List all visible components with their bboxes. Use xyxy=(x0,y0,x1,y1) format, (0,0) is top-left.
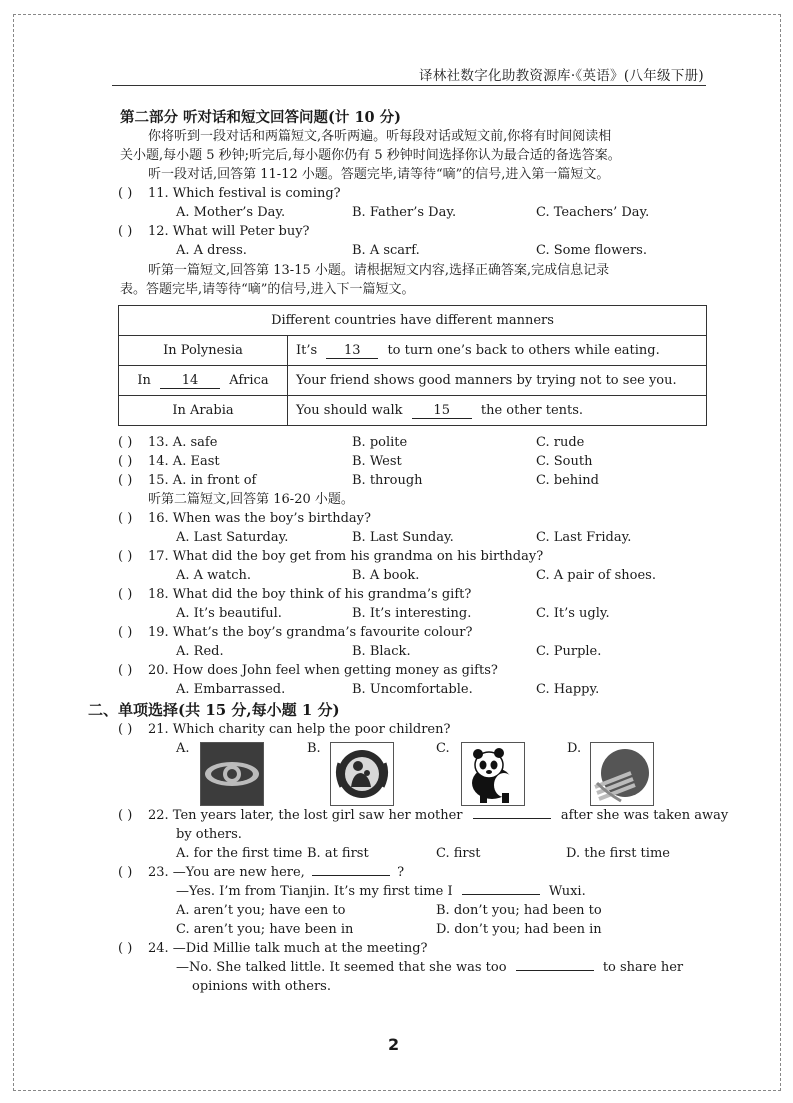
blank-13: 13 xyxy=(326,343,378,359)
q11-option-a: A. Mother’s Day. xyxy=(176,205,286,220)
table-title: Different countries have different manners xyxy=(119,306,707,336)
table-cell-manner: Your friend shows good manners by trying not to see you. xyxy=(288,366,707,396)
answer-paren: ( ) xyxy=(118,473,133,488)
q23-option-b: B. don’t you; had been to xyxy=(436,903,602,918)
table-cell-country: In Arabia xyxy=(119,396,288,426)
q21-option-d: D. xyxy=(567,741,582,756)
table-text: to turn one’s back to others while eating. xyxy=(387,342,660,358)
table-text: It’s xyxy=(296,342,318,358)
answer-paren: ( ) xyxy=(118,625,133,640)
q21-option-b: B. xyxy=(307,741,321,756)
q23-blank-2 xyxy=(462,894,540,895)
q12-option-c: C. Some flowers. xyxy=(536,243,647,258)
q23-stem-text: 23. —You are new here, xyxy=(148,865,305,880)
q23-line2-post: Wuxi. xyxy=(548,884,586,899)
q18-option-c: C. It’s ugly. xyxy=(536,606,610,621)
q13-stem: 13. A. safe xyxy=(148,435,218,450)
answer-paren: ( ) xyxy=(118,549,133,564)
answer-paren: ( ) xyxy=(118,663,133,678)
q24-line2 xyxy=(176,959,683,977)
passage1-instruction-line2: 表。答题完毕,请等待“嘀”的信号,进入下一篇短文。 xyxy=(120,282,415,297)
q15-option-b: B. through xyxy=(352,473,423,488)
section2-title: 二、单项选择(共 15 分,每小题 1 分) xyxy=(88,701,340,719)
q11-option-b: B. Father’s Day. xyxy=(352,205,457,220)
table-text: the other tents. xyxy=(480,402,584,418)
q22-option-b: B. at first xyxy=(307,846,369,861)
q12-option-b: B. A scarf. xyxy=(352,243,420,258)
q12-option-a: A. A dress. xyxy=(176,243,247,258)
q18-option-a: A. It’s beautiful. xyxy=(176,606,282,621)
header-rule xyxy=(112,85,706,86)
q24-stem: 24. —Did Millie talk much at the meeting? xyxy=(148,941,428,956)
charity-logo-eye-icon xyxy=(200,742,264,806)
table-text: Africa xyxy=(229,372,269,388)
q20-option-b: B. Uncomfortable. xyxy=(352,682,473,697)
q23-option-c: C. aren’t you; have been in xyxy=(176,922,354,937)
table-row xyxy=(119,336,707,366)
part2-intro-line1: 你将听到一段对话和两篇短文,各听两遍。听每段对话或短文前,你将有时间阅读相 xyxy=(148,129,612,144)
passage1-instruction-line1: 听第一篇短文,回答第 13-15 小题。请根据短文内容,选择正确答案,完成信息记录 xyxy=(148,263,610,278)
answer-paren: ( ) xyxy=(118,941,133,956)
q14-option-c: C. South xyxy=(536,454,593,469)
answer-paren: ( ) xyxy=(118,435,133,450)
q22-stem-pre: 22. Ten years later, the lost girl saw her mother xyxy=(148,808,463,823)
part2-intro-line2: 关小题,每小题 5 秒钟;听完后,每小题你仍有 5 秒钟时间选择你认为最合适的备选答案。 xyxy=(120,148,621,163)
passage2-instruction: 听第二篇短文,回答第 16-20 小题。 xyxy=(148,492,354,507)
table-cell-country xyxy=(119,366,288,396)
manners-table xyxy=(118,305,707,426)
q22-blank xyxy=(473,818,551,819)
table-text: You should walk xyxy=(296,402,403,418)
charity-logo-unicef-icon xyxy=(330,742,394,806)
part2-title: 第二部分 听对话和短文回答问题(计 10 分) xyxy=(120,109,402,126)
q24-line3: opinions with others. xyxy=(192,979,331,994)
q23-option-a: A. aren’t you; have een to xyxy=(176,903,346,918)
answer-paren: ( ) xyxy=(118,587,133,602)
table-text: In xyxy=(137,372,151,388)
q19-option-b: B. Black. xyxy=(352,644,411,659)
q22-stem-line2: by others. xyxy=(176,827,242,842)
charity-logo-hand-icon xyxy=(590,742,654,806)
table-row xyxy=(119,366,707,396)
q16-option-a: A. Last Saturday. xyxy=(176,530,289,545)
blank-15: 15 xyxy=(412,403,472,419)
table-cell-manner xyxy=(288,396,707,426)
q23-line2 xyxy=(176,883,586,901)
q15-option-c: C. behind xyxy=(536,473,599,488)
table-cell-country: In Polynesia xyxy=(119,336,288,366)
answer-paren: ( ) xyxy=(118,454,133,469)
q23-stem xyxy=(148,864,404,882)
q15-stem: 15. A. in front of xyxy=(148,473,257,488)
q12-stem: 12. What will Peter buy? xyxy=(148,224,310,239)
q21-option-a: A. xyxy=(176,741,190,756)
q20-stem: 20. How does John feel when getting money as gifts? xyxy=(148,663,498,678)
table-title-row xyxy=(119,306,707,336)
q13-option-b: B. polite xyxy=(352,435,408,450)
q13-option-c: C. rude xyxy=(536,435,585,450)
answer-paren: ( ) xyxy=(118,808,133,823)
q22-option-d: D. the first time xyxy=(566,846,670,861)
q24-blank xyxy=(516,970,594,971)
q14-stem: 14. A. East xyxy=(148,454,220,469)
q18-stem: 18. What did the boy think of his grandma’s gift? xyxy=(148,587,472,602)
q19-option-c: C. Purple. xyxy=(536,644,602,659)
q23-blank-1 xyxy=(312,875,390,876)
blank-14: 14 xyxy=(160,373,220,389)
q23-question-mark: ? xyxy=(397,865,405,880)
q14-option-b: B. West xyxy=(352,454,402,469)
q17-option-a: A. A watch. xyxy=(176,568,252,583)
q21-stem: 21. Which charity can help the poor children? xyxy=(148,722,451,737)
q16-option-c: C. Last Friday. xyxy=(536,530,632,545)
q22-stem xyxy=(148,807,728,825)
page-number: 2 xyxy=(388,1035,400,1054)
q22-stem-post: after she was taken away xyxy=(560,808,729,823)
q17-option-c: C. A pair of shoes. xyxy=(536,568,656,583)
answer-paren: ( ) xyxy=(118,511,133,526)
q19-stem: 19. What’s the boy’s grandma’s favourite colour? xyxy=(148,625,473,640)
answer-paren: ( ) xyxy=(118,186,133,201)
q19-option-a: A. Red. xyxy=(176,644,224,659)
q16-option-b: B. Last Sunday. xyxy=(352,530,454,545)
q23-option-d: D. don’t you; had been in xyxy=(436,922,602,937)
q16-stem: 16. When was the boy’s birthday? xyxy=(148,511,371,526)
q24-line2-post: to share her xyxy=(602,960,684,975)
answer-paren: ( ) xyxy=(118,865,133,880)
answer-paren: ( ) xyxy=(118,722,133,737)
page-header: 译林社数字化助教资源库·《英语》(八年级下册) xyxy=(419,68,704,84)
q21-option-c: C. xyxy=(436,741,450,756)
table-cell-manner xyxy=(288,336,707,366)
dialogue-instruction: 听一段对话,回答第 11-12 小题。答题完毕,请等待“嘀”的信号,进入第一篇短文。 xyxy=(148,167,610,182)
q22-option-c: C. first xyxy=(436,846,481,861)
q17-option-b: B. A book. xyxy=(352,568,420,583)
q22-option-a: A. for the first time xyxy=(176,846,303,861)
q17-stem: 17. What did the boy get from his grandma on his birthday? xyxy=(148,549,544,564)
q18-option-b: B. It’s interesting. xyxy=(352,606,472,621)
q11-stem: 11. Which festival is coming? xyxy=(148,186,341,201)
charity-logo-panda-icon xyxy=(461,742,525,806)
q20-option-c: C. Happy. xyxy=(536,682,600,697)
q11-option-c: C. Teachers’ Day. xyxy=(536,205,650,220)
answer-paren: ( ) xyxy=(118,224,133,239)
q24-line2-pre: —No. She talked little. It seemed that she was too xyxy=(176,960,507,975)
q20-option-a: A. Embarrassed. xyxy=(176,682,286,697)
q23-line2-pre: —Yes. I’m from Tianjin. It’s my first time I xyxy=(176,884,453,899)
table-row xyxy=(119,396,707,426)
